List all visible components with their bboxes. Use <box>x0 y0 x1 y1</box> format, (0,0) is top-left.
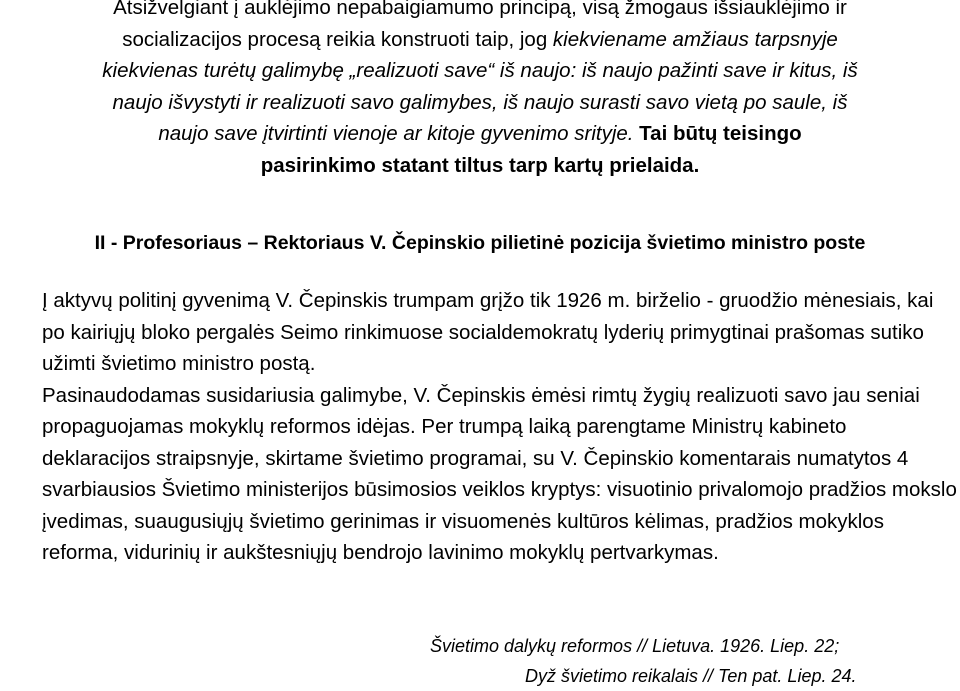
references <box>430 631 950 691</box>
body-text <box>42 285 957 569</box>
body-paragraph-1: Į aktyvų politinį gyvenimą V. Čepinskis trumpam grįžo tik 1926 m. birželio - gruodžio mėnesiais, kai po kairiųjų bloko pergalės Seimo rinkimuose socialdemokratų lyderių primygtinai prašomas sutiko užimti švietimo ministro postą. <box>42 289 934 375</box>
body-paragraph-2: Pasinaudodamas susidariusia galimybe, V. Čepinskis ėmėsi rimtų žygių realizuoti savo jau seniai propaguojamas mokyklų reformos idėjas. Per trumpą laiką parengtame Ministrų kabineto deklaracijos straipsnyje, skirtame švietimo programai, su V. Čepinskio komentarais numatytos 4 svarbiausios Švietimo ministerijos būsimosios veiklos kryptys: visuotinio privalomojo pradžios mokslo įvedimas, suaugusiųjų švietimo gerinimas ir visuomenės kultūros kėlimas, pradžios mokyklos reforma, vidurinių ir aukštesniųjų bendrojo lavinimo mokyklų pertvarkymas. <box>42 383 957 564</box>
intro-text: Atsižvelgiant į auklėjimo nepabaigiamumo principą, visą žmogaus išsiauklėjimo ir socializacijos procesą reikia konstruoti taip, jog <box>113 0 847 51</box>
reference-1: Švietimo dalykų reformos // Lietuva. 1926. Liep. 22; <box>430 636 840 656</box>
intro-bold-text: Tai būtų teisingo pasirinkimo statant tiltus tarp kartų prielaida. <box>260 122 802 177</box>
section-heading: II - Profesoriaus – Rektoriaus V. Čepinskio pilietinė pozicija švietimo ministro poste <box>94 232 866 254</box>
intro-italic-text: kiekviename amžiaus tarpsnyje kiekvienas turėtų galimybę „realizuoti save“ iš naujo: iš naujo pažinti save ir kitus, iš naujo išvystyti ir realizuoti savo galimybes, iš naujo surasti savo vietą po saule, iš naujo save įtvirtinti vienoje ar kitoje gyvenimo srityje. <box>102 27 858 145</box>
reference-2: Dyž švietimo reikalais // Ten pat. Liep. 24. <box>525 666 857 686</box>
intro-paragraph <box>100 0 860 181</box>
